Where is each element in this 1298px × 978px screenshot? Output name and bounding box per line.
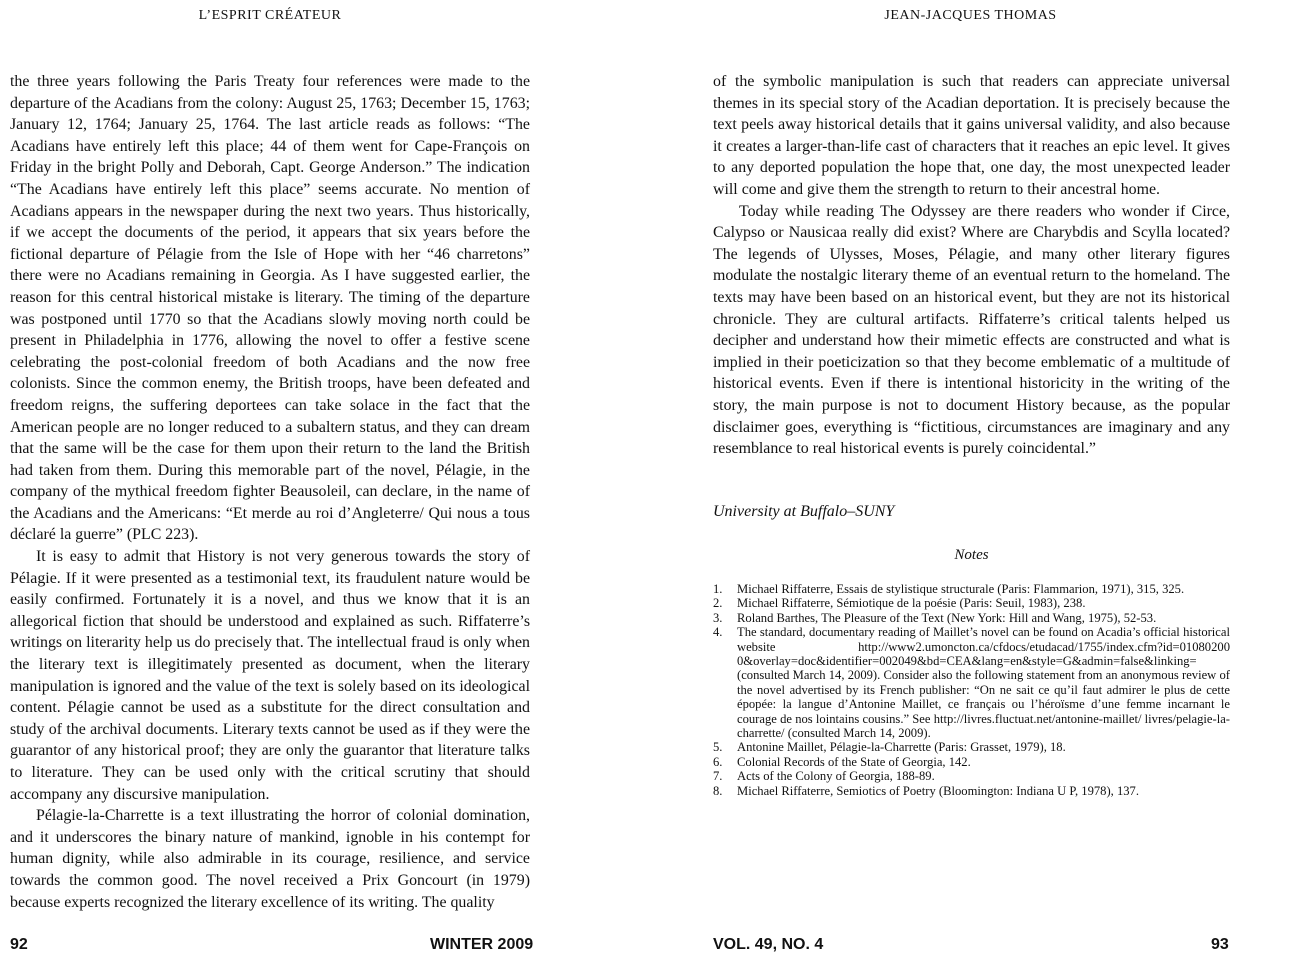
- note-item: [713, 784, 1230, 798]
- note-number: 7.: [713, 769, 723, 784]
- note-item: [713, 755, 1230, 769]
- issue-label: WINTER 2009: [430, 936, 534, 953]
- note-number: 3.: [713, 610, 723, 625]
- page-number: 92: [10, 936, 28, 953]
- page-number: 93: [1211, 936, 1229, 953]
- note-text: Michael Riffaterre, Semiotics of Poetry (Bloomington: Indiana U P, 1978), 137.: [737, 783, 1140, 798]
- running-head: JEAN-JACQUES THOMAS: [884, 8, 1057, 23]
- note-text: Antonine Maillet, Pélagie-la-Charrette (Paris: Grasset, 1979), 18.: [737, 740, 1066, 755]
- issue-label: VOL. 49, NO. 4: [713, 936, 824, 953]
- notes-list: [713, 582, 1230, 798]
- paragraph: the three years following the Paris Treaty four references were made to the departure of the Acadians from the colony: August 25, 1763; December 15, 1763; January 12, 1764; January 25, 1764. The last article reads as follows: “The Acadians have entirely left this place; 44 of them went for Cape-François on Friday in the bright Polly and Deborah, Capt. George Anderson.” The indication “The Acadians have entirely left this place” seems accurate. No mention of Acadians appears in the newspaper during the next two years. Thus historically, if we accept the documents of the period, it appears that six years before the fictional departure of Pélagie from the Isle of Hope with her “46 charretons” there were no Acadians remaining in Georgia. As I have suggested earlier, the reason for this central historical mistake is literary. The timing of the departure was postponed until 1770 so that the Acadians slowly moving north could be present in Philadelphia in 1776, allowing the novel to offer a festive scene celebrating the post-colonial freedom of both Acadians and the now free colonists. Since the common enemy, the British troops, have been defeated and freedom reigns, the suffering deportees can take solace in the fact that the American people are no longer reduced to a subaltern status, and they can dream that the same will be the case for them upon their return to the land the British had taken from them. During this memorable part of the novel, Pélagie, in the company of the mythical freedom fighter Beausoleil, can declare, in the name of the Acadians and the Americans: “Et merde au roi d’Angleterre/ Qui nous a tous déclaré la guerre” (PLC 223).: [10, 73, 530, 544]
- notes-heading: Notes: [954, 547, 989, 563]
- paragraph: Pélagie-la-Charrette is a text illustrating the horror of colonial domination, and it underscores the binary nature of mankind, ignoble in his contempt for human dignity, while also admirable in its courage, resilience, and service towards the common good. The novel received a Prix Goncourt (in 1979) because experts recognized the literary excellence of its writing. The quality: [10, 807, 530, 911]
- note-item: [713, 740, 1230, 754]
- body-text: [10, 71, 530, 913]
- note-number: 6.: [713, 754, 723, 769]
- right-page: [658, 0, 1298, 978]
- note-text: Roland Barthes, The Pleasure of the Text (New York: Hill and Wang, 1975), 52-53.: [737, 610, 1157, 625]
- paragraph: of the symbolic manipulation is such that readers can appreciate universal themes in its special story of the Acadian deportation. It is precisely because the text peels away historical details that it gains universal validity, and also because it creates a larger-than-life cast of characters that it reaches an epic level. It gives to any deported population the hope that, one day, the most unexpected leader will come and give them the strength to return to their ancestral home.: [713, 73, 1230, 198]
- note-item: [713, 769, 1230, 783]
- note-number: 8.: [713, 783, 723, 798]
- running-head: L’ESPRIT CRÉATEUR: [198, 8, 342, 23]
- note-text: Michael Riffaterre, Essais de stylistique structurale (Paris: Flammarion, 1971), 315, 325.: [737, 582, 1185, 596]
- note-text: Michael Riffaterre, Sémiotique de la poésie (Paris: Seuil, 1983), 238.: [737, 596, 1086, 611]
- note-number: 5.: [713, 740, 723, 755]
- note-item: [713, 611, 1230, 625]
- note-number: 1.: [713, 582, 723, 596]
- note-text: Colonial Records of the State of Georgia, 142.: [737, 754, 971, 769]
- body-text: [713, 71, 1230, 460]
- note-number: 2.: [713, 596, 723, 611]
- paragraph: Today while reading The Odyssey are there readers who wonder if Circe, Calypso or Nausicaa really did exist? Where are Charybdis and Scylla located? The legends of Ulysses, Moses, Pélagie, and many other literary figures modulate the nostalgic literary theme of an eventual return to the homeland. The texts may have been based on an historical event, but they are not its historical chronicle. They are cultural artifacts. Riffaterre’s critical talents helped us decipher and understand how their mimetic effects are constructed and what is implied in their poeticization so that they become emblematic of a multitude of historical events. Even if there is intentional historicity in the writing of the story, the main purpose is not to document History because, as the popular disclaimer goes, everything is “fictitious, circumstances are imaginary and any resemblance to real historical events is purely coincidental.”: [713, 202, 1230, 458]
- left-page: [0, 0, 640, 978]
- note-number: 4.: [713, 625, 723, 640]
- paragraph: It is easy to admit that History is not very generous towards the story of Pélagie. If it were presented as a testimonial text, its fraudulent nature would be easily confirmed. Fortunately it is a novel, and thus we know that it is an allegorical fiction that should be understood and explained as such. Riffaterre’s writings on literarity help us do precisely that. The intellectual fraud is only when the literary text is illegitimately presented as document, when the literary manipulation is ignored and the value of the text is solely based on its ideological content. Pélagie cannot be used as a substitute for the direct consultation and study of the archival documents. Literary texts cannot be used as if they were the guarantor of any historical proof; they are only the guarantor that literature talks to literature. They can be used only with the critical scrutiny that should accompany any discursive manipulation.: [10, 548, 530, 803]
- note-item: [713, 582, 1230, 596]
- note-text: The standard, documentary reading of Maillet’s novel can be found on Acadia’s official historical website http://www2.umoncton.ca/cfdocs/etudacad/1755/index.cfm?id=01080200 0&overlay=doc&identifier=002049&bd=CEA&lang=en&style=G&admin=false&linking= (consulted March 14, 2009). Consider also the following statement from an anonymous review of the novel advertised by its French publisher: “On ne sait ce qu’il faut admirer le plus de cette épopée: la langue d’Antonine Maillet, ce français ou l’héroïsme d’une femme incarnant le courage de nos lointains cousins.” See http://livres.fluctuat.net/antonine-maillet/ livres/pelagie-la-charrette/ (consulted March 14, 2009).: [737, 625, 1230, 741]
- note-text: Acts of the Colony of Georgia, 188-89.: [737, 769, 935, 784]
- note-item: [713, 625, 1230, 740]
- note-item: [713, 596, 1230, 610]
- author-affiliation: University at Buffalo–SUNY: [713, 503, 895, 520]
